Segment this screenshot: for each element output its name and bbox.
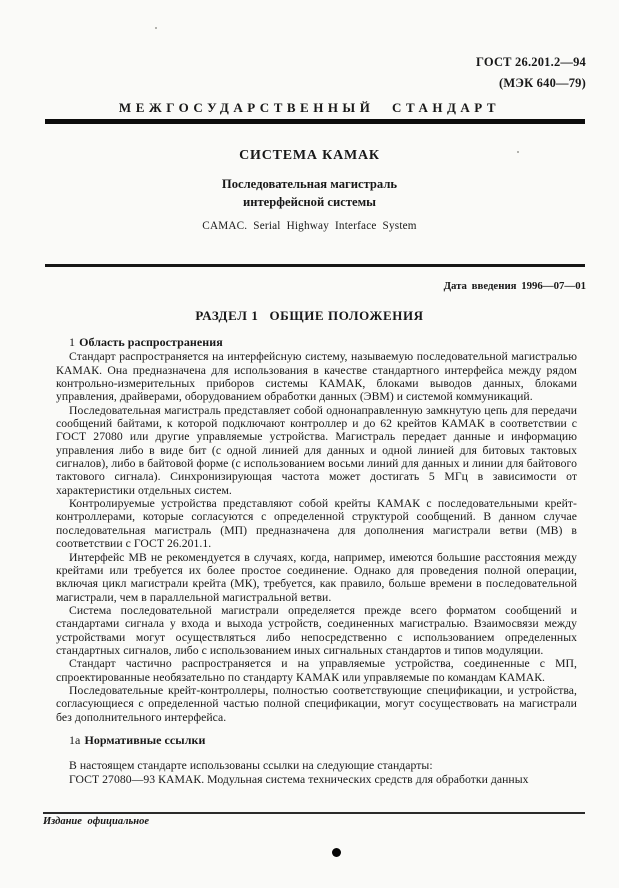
body-paragraph: Стандарт распространяется на интерфейсную систему, называемую последовательной магистралью КАМАК. Она предназначена для использования в качестве стандартного интерфейса между рядом контрольно-измерительных приборов системы КАМАК, блоками выводов данных, блоками управления, драйверами, оборудованием обработки данных (ЭВМ) и системой коммуникаций. — [56, 350, 577, 404]
scan-speck — [517, 151, 519, 153]
standard-type-label: МЕЖГОСУДАРСТВЕННЫЙ СТАНДАРТ — [118, 100, 501, 115]
body-paragraph: Последовательные крейт-контроллеры, полностью соответствующие спецификации, и устройства, согласующиеся с определенной частью полной спецификации, могут сосуществовать на магистрали без дополнительного интерфейса. — [56, 683, 577, 724]
subsection-number: 1 — [69, 335, 76, 349]
iec-number: (МЭК 640—79) — [499, 75, 586, 90]
doc-subtitle-line1: Последовательная магистраль — [221, 177, 398, 191]
section-title — [0, 308, 619, 324]
subsection-title: Область распространения — [79, 335, 223, 349]
section-name: ОБЩИЕ ПОЛОЖЕНИЯ — [269, 308, 424, 323]
body-paragraph: Последовательная магистраль представляет собой однонаправленную замкнутую цепь для передачи сообщений байтами, к которой подключают контроллер и до 62 крейтов КАМАК в соответствии с ГОСТ 27080 или другие управляемые устройства. Магистраль передает данные и информацию управления либо в виде бит (с одной линией для данных и одной линией для битовых тактовых сигналов), либо в байтовой форме (с использованием восьми линий для данных и линии для байтового тактового сигнала). Синхронизирующая частота может достигать 5 МГц в зависимости от характеристики отдельных систем. — [56, 403, 577, 497]
gost-number: ГОСТ 26.201.2—94 — [476, 55, 586, 69]
doc-subtitle-line2: интерфейсной системы — [242, 194, 377, 209]
page-marker-dot — [332, 848, 341, 857]
official-edition-note: Издание официальное — [43, 816, 150, 827]
references-intro-line: В настоящем стандарте использованы ссылки на следующие стандарты: — [69, 759, 433, 773]
reference-entry: ГОСТ 27080—93 КАМАК. Модульная система технических средств для обработки данных — [69, 772, 529, 786]
subsection-heading-scope — [56, 336, 577, 349]
doc-title-english: CAMAC. Serial Highway Interface System — [202, 220, 417, 232]
section-label: РАЗДЕЛ 1 — [195, 308, 259, 323]
subsection-number: 1а — [69, 732, 81, 747]
title-rule — [45, 264, 585, 267]
subsection-title: Нормативные ссылки — [84, 732, 206, 747]
doc-title: СИСТЕМА КАМАК — [239, 148, 380, 163]
doc-number-block — [476, 52, 586, 93]
body-paragraph: Интерфейс МВ не рекомендуется в случаях, когда, например, имеются большие расстояния между крейтами или требуется их более простое соединение. Однако для проведения полной операции, включая цикл магистрали крейта (МК), требуется, как правило, больше времени в последовательной магистрали, чем в параллельной магистральной ветви. — [56, 550, 577, 604]
body-paragraph: Контролируемые устройства представляют собой крейты КАМАК с последовательными крейт-контроллерами, которые согласуются с определенной структурой сообщений. В данном случае последовательная магистраль (МП) предназначена для дополнения магистрали ветви (МВ) в соответствии с ГОСТ 26.201.1. — [56, 497, 577, 551]
footer-rule — [43, 812, 585, 814]
doc-subtitle — [0, 176, 619, 211]
subsection-heading-references — [56, 734, 577, 747]
header-rule — [45, 119, 585, 124]
document-body — [56, 336, 577, 786]
scan-speck — [155, 27, 157, 29]
body-paragraph: Система последовательной магистрали определяется прежде всего форматом сообщений и стандартами сигнала у входа и выхода устройств, соединенных магистралью. Взаимосвязи между устройствами могут осуществляться либо непосредственно с использованием определенных стандартных сигналов, либо с использованием иных сигнальных стандартов и типов модуляции. — [56, 603, 577, 657]
effective-date: Дата введения 1996—07—01 — [443, 280, 586, 292]
body-paragraph: Стандарт частично распространяется и на управляемые устройства, соединенные с МП, спроектированные необязательно по стандарту КАМАК или управляемые по командам КАМАК. — [56, 657, 577, 684]
